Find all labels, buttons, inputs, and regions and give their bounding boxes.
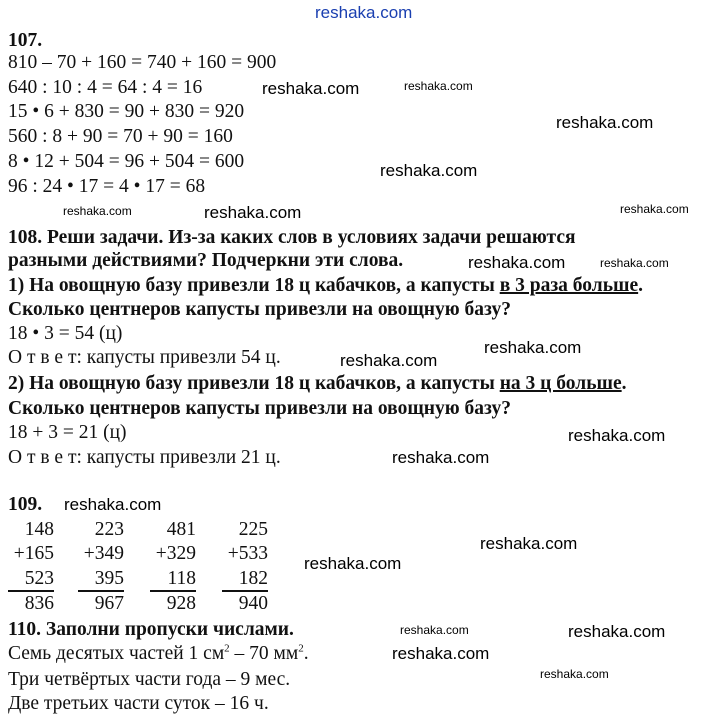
underlined-phrase: в 3 раза больше <box>499 275 639 296</box>
column-number: 223 <box>94 519 124 540</box>
column-result: 967 <box>94 593 124 614</box>
watermark: reshaka.com <box>620 202 689 216</box>
watermark: reshaka.com <box>600 256 669 270</box>
problem-1-question: Сколько центнеров капусты привезли на овощную базу? <box>8 299 511 320</box>
equation-line: 560 : 8 + 90 = 70 + 90 = 160 <box>8 126 233 147</box>
problem-text: 1) На овощную базу привезли 18 ц кабачков, а капусты <box>8 275 500 296</box>
column-result: 940 <box>238 593 268 614</box>
watermark: reshaka.com <box>380 161 478 180</box>
task-108-title-2: разными действиями? Подчеркни эти слова. <box>8 250 404 271</box>
problem-text: . <box>638 275 644 296</box>
column-number: 523 <box>8 568 54 592</box>
task-110-title: 110. Заполни пропуски числами. <box>8 619 294 640</box>
equation-line: 96 : 24 • 17 = 4 • 17 = 68 <box>8 176 206 197</box>
problem-text: . <box>621 373 627 394</box>
problem-1-solution: 18 • 3 = 54 (ц) <box>8 323 123 344</box>
watermark: reshaka.com <box>64 495 162 514</box>
column-number: +533 <box>227 543 268 564</box>
column-number: 118 <box>150 568 196 592</box>
problem-1-answer: О т в е т: капусты привезли 54 ц. <box>8 347 281 368</box>
task-108-title: 108. Реши задачи. Из-за каких слов в условиях задачи решаются <box>8 227 576 248</box>
watermark: reshaka.com <box>63 204 132 218</box>
line-text: – 70 мм <box>229 643 299 664</box>
column-result: 836 <box>24 593 54 614</box>
column-number: 481 <box>166 519 196 540</box>
watermark: reshaka.com <box>568 426 666 445</box>
watermark: reshaka.com <box>468 253 566 272</box>
equation-line: 15 • 6 + 830 = 90 + 830 = 920 <box>8 101 245 122</box>
equation-line: 810 – 70 + 160 = 740 + 160 = 900 <box>8 52 277 73</box>
watermark: reshaka.com <box>480 534 578 553</box>
problem-2-answer: О т в е т: капусты привезли 21 ц. <box>8 447 281 468</box>
watermark: reshaka.com <box>392 448 490 467</box>
watermark: reshaka.com <box>204 203 302 222</box>
fill-line-2: Три четвёртых части года – 9 мес. <box>8 669 291 690</box>
column-number: 148 <box>24 519 54 540</box>
task-107-title: 107. <box>8 30 43 51</box>
problem-2-solution: 18 + 3 = 21 (ц) <box>8 422 127 443</box>
underlined-phrase: на 3 ц больше <box>499 373 622 394</box>
watermark: reshaka.com <box>304 554 402 573</box>
task-109-title: 109. <box>8 494 43 515</box>
watermark: reshaka.com <box>340 351 438 370</box>
superscript: 2 <box>298 642 304 655</box>
problem-text: 2) На овощную базу привезли 18 ц кабачков, а капусты <box>8 373 500 394</box>
fill-line-3: Две третьих части суток – 16 ч. <box>8 693 269 714</box>
line-text: Семь десятых частей 1 см <box>8 643 225 664</box>
column-number: +349 <box>83 543 124 564</box>
column-result: 928 <box>166 593 196 614</box>
column-number: +165 <box>13 543 54 564</box>
watermark: reshaka.com <box>568 622 666 641</box>
watermark: reshaka.com <box>400 623 469 637</box>
column-number: 395 <box>78 568 124 592</box>
line-text: . <box>303 643 309 664</box>
column-number: 182 <box>222 568 268 592</box>
problem-1-text <box>8 275 643 297</box>
watermark: reshaka.com <box>262 79 360 98</box>
column-number: 225 <box>238 519 268 540</box>
watermark: reshaka.com <box>392 644 490 663</box>
fill-line-1 <box>8 643 309 665</box>
watermark: reshaka.com <box>484 338 582 357</box>
watermark: reshaka.com <box>315 3 413 22</box>
equation-line: 640 : 10 : 4 = 64 : 4 = 16 <box>8 77 203 98</box>
equation-line: 8 • 12 + 504 = 96 + 504 = 600 <box>8 151 245 172</box>
problem-2-text <box>8 373 627 395</box>
watermark: reshaka.com <box>404 79 473 93</box>
superscript: 2 <box>224 642 230 655</box>
watermark: reshaka.com <box>556 113 654 132</box>
watermark: reshaka.com <box>540 667 609 681</box>
column-number: +329 <box>155 543 196 564</box>
problem-2-question: Сколько центнеров капусты привезли на овощную базу? <box>8 398 511 419</box>
